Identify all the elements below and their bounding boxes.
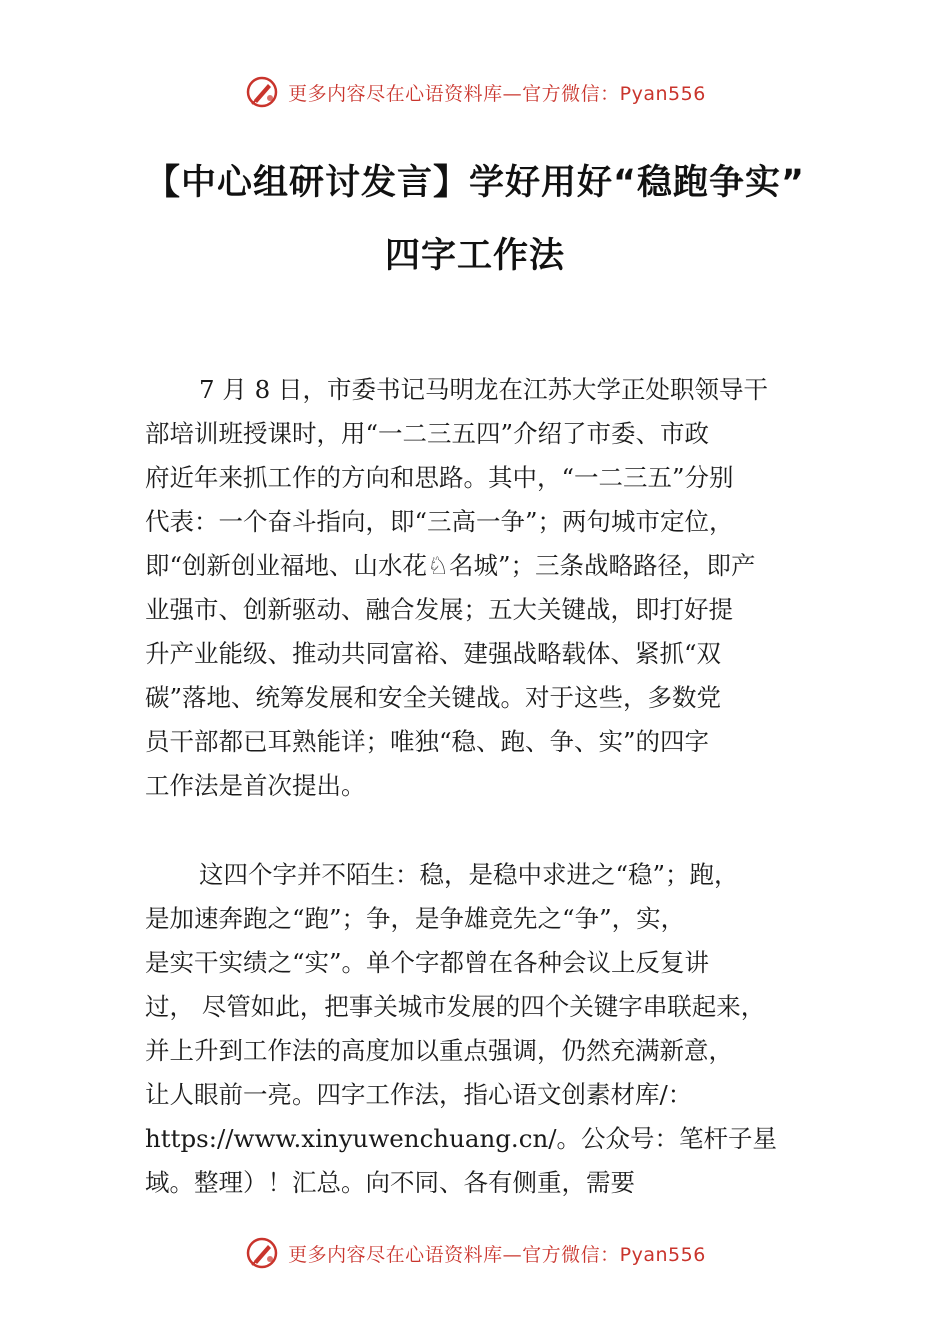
text-line: 让人眼前一亮。四字工作法，指心语文创素材库/： — [145, 1080, 693, 1109]
text-line: 府近年来抓工作的方向和思路。其中，“一二三五”分别 — [145, 463, 734, 492]
watermark-text: 更多内容尽在心语资料库—官方微信：Pyan556 — [288, 1243, 706, 1266]
document-title-line-1: 【中心组研讨发言】学好用好“稳跑争实” — [144, 163, 805, 203]
footer-watermark-banner — [0, 1233, 950, 1273]
text-line: 代表：一个奋斗指向，即“三高一争”；两句城市定位， — [145, 507, 734, 536]
text-line: 并上升到工作法的高度加以重点强调，仍然充满新意， — [145, 1036, 733, 1065]
text-line: 员干部都已耳熟能详；唯独“稳、跑、争、实”的四字 — [145, 727, 710, 756]
text-line: 这四个字并不陌生：稳，是稳中求进之“稳”；跑， — [199, 860, 739, 889]
wechat-id: Pyan556 — [619, 1243, 706, 1266]
watermark-text: 更多内容尽在心语资料库—官方微信：Pyan556 — [288, 82, 706, 105]
text-line: 过， 尽管如此，把事关城市发展的四个关键字串联起来， — [145, 992, 766, 1021]
text-line: https://www.xinyuwenchuang.cn/。公众号：笔杆子星 — [145, 1124, 777, 1153]
paragraph-1 — [145, 368, 835, 808]
wechat-id: Pyan556 — [619, 82, 706, 105]
text-line: 升产业能级、推动共同富裕、建强战略载体、紧抓“双 — [145, 639, 722, 668]
text-line: 业强市、创新驱动、融合发展；五大关键战，即打好提 — [145, 595, 733, 624]
text-line: 碳”落地、统筹发展和安全关键战。对于这些，多数党 — [145, 683, 722, 712]
text-line: 是加速奔跑之“跑”；争，是争雄竞先之“争”，实， — [145, 904, 686, 933]
pen-logo-icon — [244, 74, 280, 110]
text-line: 工作法是首次提出。 — [145, 771, 366, 800]
text-line: 域。整理）！汇总。向不同、各有侧重，需要 — [145, 1168, 635, 1197]
text-line: 部培训班授课时，用“一二三五四”介绍了市委、市政 — [145, 419, 710, 448]
text-line: 即“创新创业福地、山水花♘名城”；三条战略路径，即产 — [145, 551, 756, 580]
header-watermark-banner — [0, 72, 950, 112]
document-title-line-2: 四字工作法 — [384, 236, 565, 276]
text-line: 7 月 8 日，市委书记马明龙在江苏大学正处职领导干 — [199, 375, 769, 404]
pen-logo-icon — [244, 1235, 280, 1271]
paragraph-2 — [145, 853, 835, 1205]
text-line: 是实干实绩之“实”。单个字都曾在各种会议上反复讲 — [145, 948, 710, 977]
